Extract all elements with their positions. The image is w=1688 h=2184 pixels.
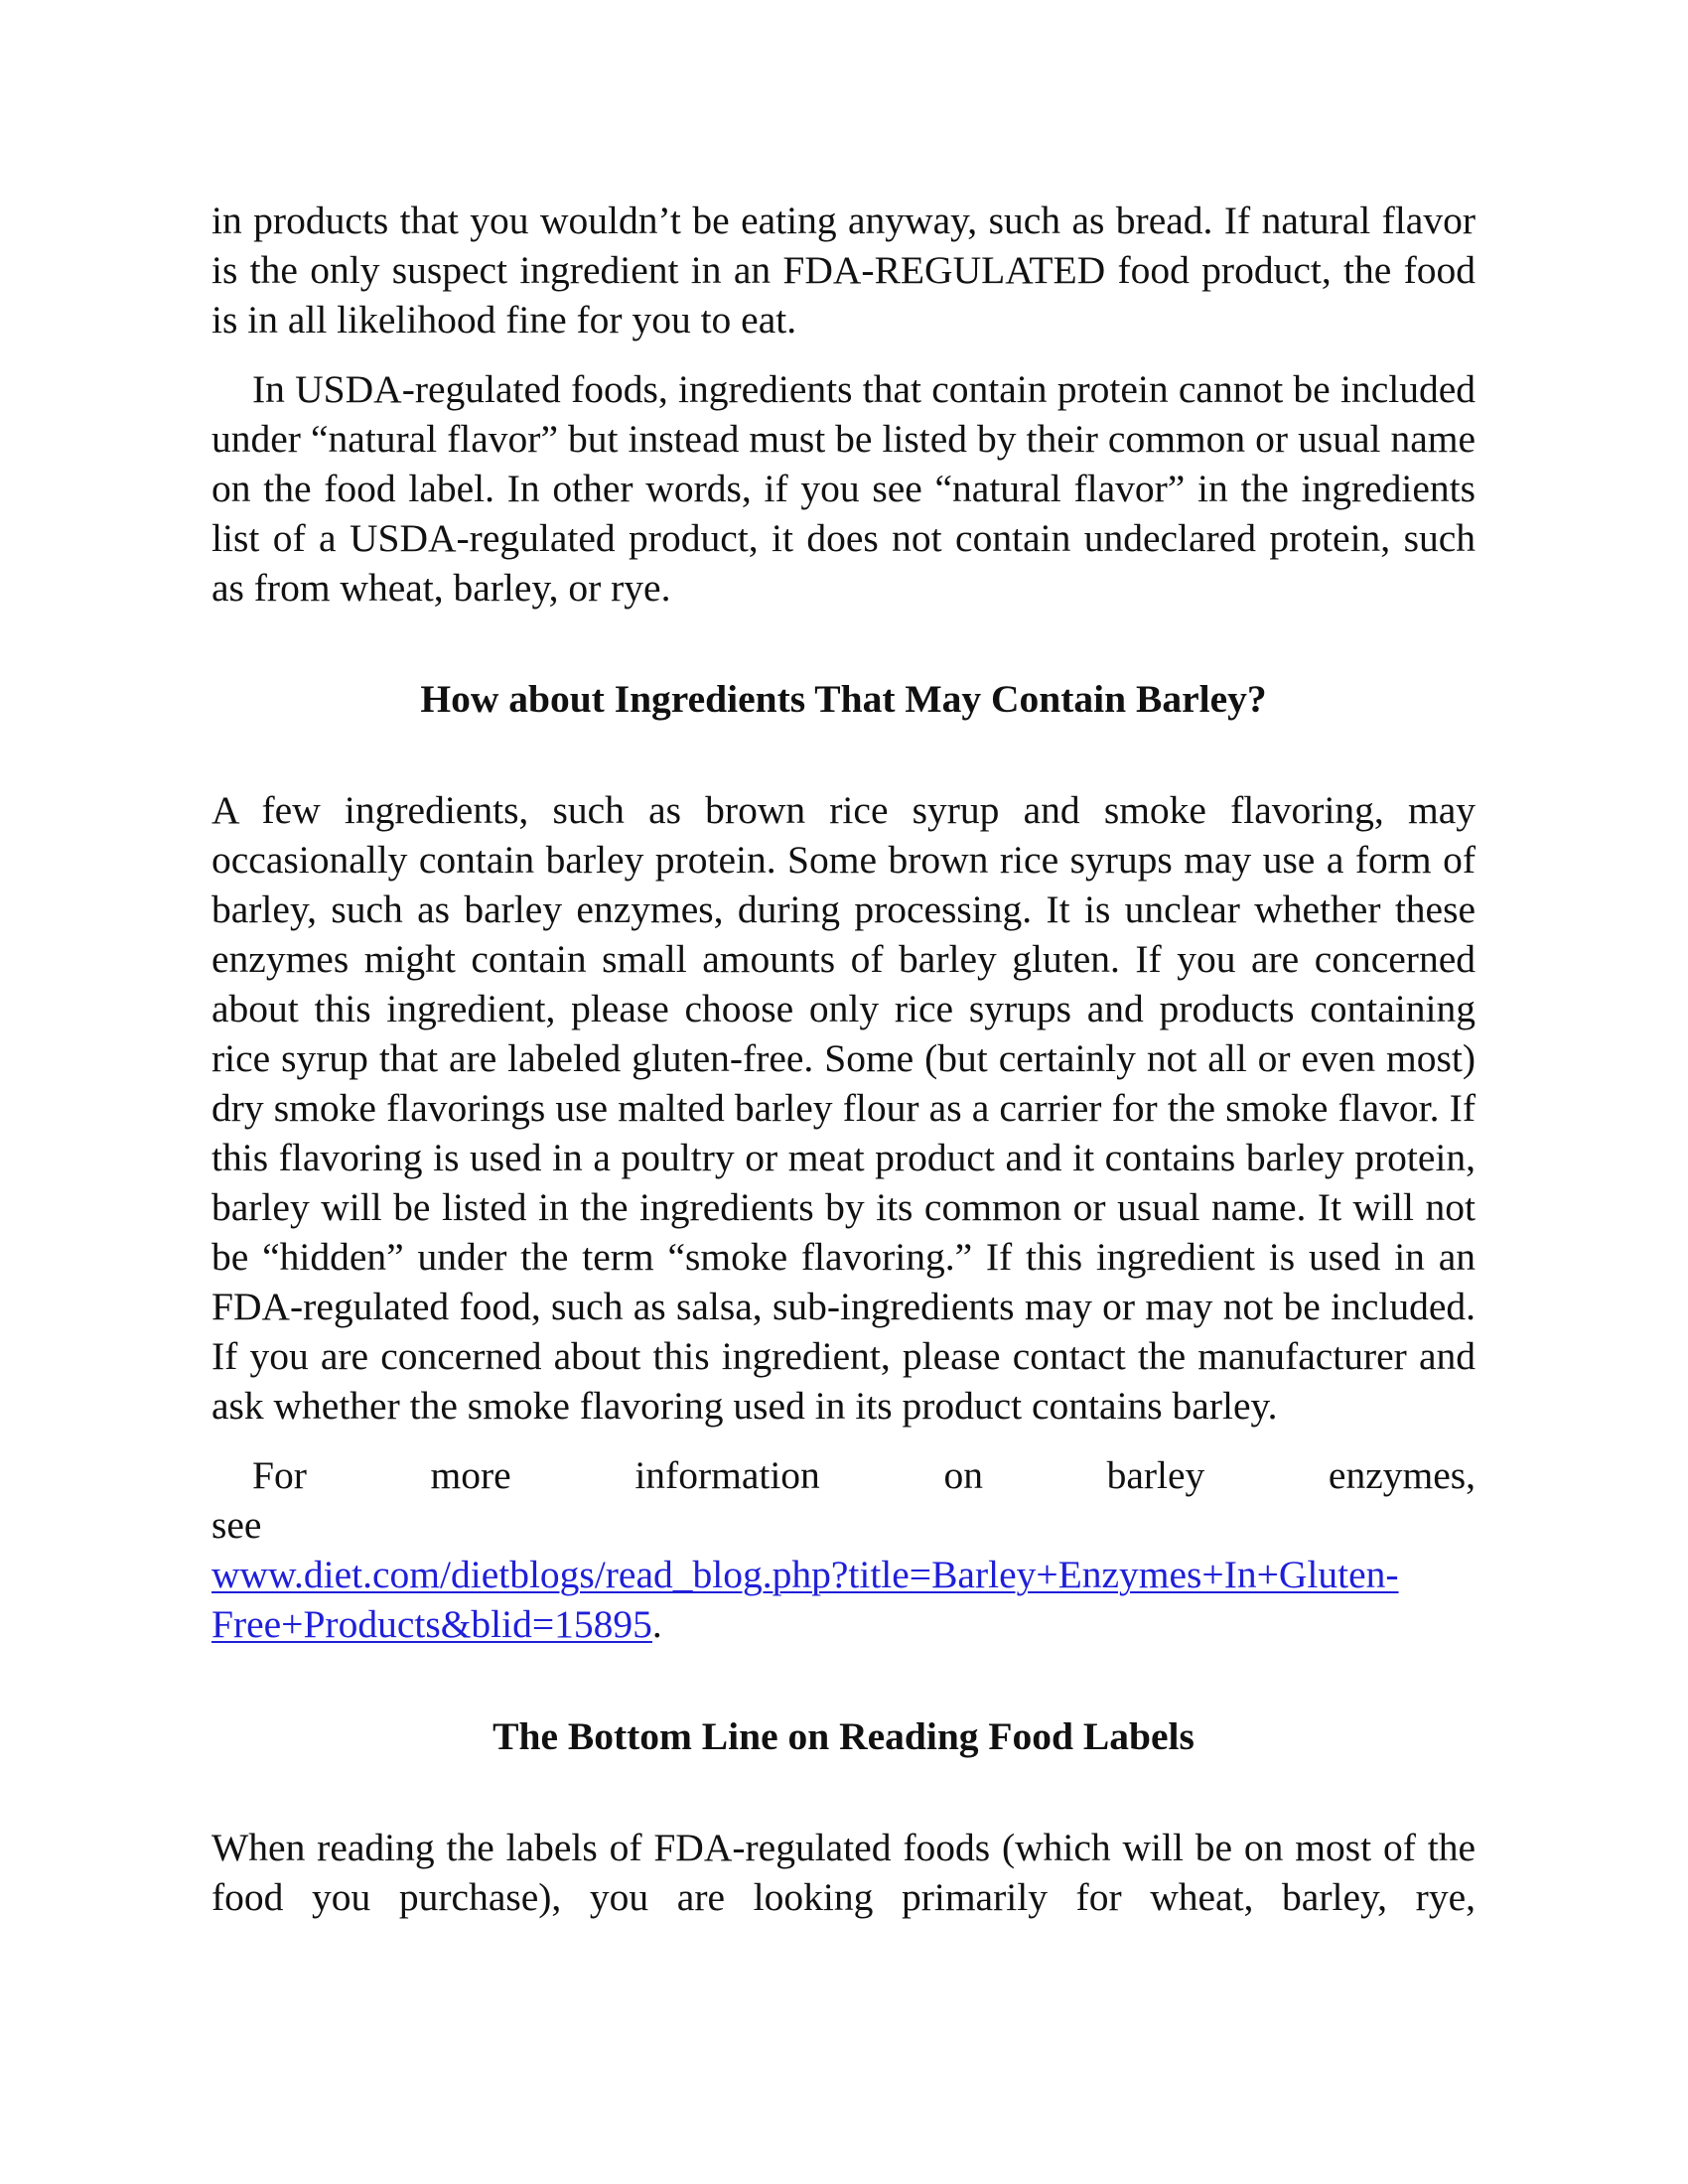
section-heading-bottom-line: The Bottom Line on Reading Food Labels: [492, 1714, 1195, 1758]
paragraph-reading-labels: When reading the labels of FDA-regulated foods (which will be on most of the food you purchase), you are looking primarily for wheat, barley, rye,: [211, 1826, 1476, 1919]
paragraph-barley-ingredients: A few ingredients, such as brown rice syrup and smoke flavoring, may occasionally contain barley protein. Some brown rice syrups may use a form of barley, such as barley enzymes, during processing. It is unclear whether these enzymes might contain small amounts of barley gluten. If you are concerned about this ingredient, please choose only rice syrups and products containing rice syrup that are labeled gluten-free. Some (but certainly not all or even most) dry smoke flavorings use malted barley flour as a carrier for the smoke flavor. If this flavoring is used in a poultry or meat product and it contains barley protein, barley will be listed in the ingredients by its common or usual name. It will not be “hidden” under the term “smoke flavoring.” If this ingredient is used in an FDA-regulated food, such as salsa, sub-ingredients may or may not be included. If you are concerned about this ingredient, please contact the manufacturer and ask whether the smoke flavoring used in its product contains barley.: [211, 788, 1476, 1428]
section-heading-barley: How about Ingredients That May Contain Barley?: [420, 677, 1267, 721]
more-info-period: .: [651, 1602, 662, 1646]
paragraph-usda-regulated: In USDA-regulated foods, ingredients that contain protein cannot be included under “natural flavor” but instead must be listed by their common or usual name on the food label. In other words, if you see “natural flavor” in the ingredients list of a USDA-regulated product, it does not contain undeclared protein, such as from wheat, barley, or rye.: [211, 367, 1476, 610]
more-info-text: For more information on barley enzymes, see: [211, 1453, 1476, 1547]
paragraph-more-info: [211, 1450, 1476, 1649]
barley-enzymes-link[interactable]: www.diet.com/dietblogs/read_blog.php?title=Barley+Enzymes+In+Gluten-Free+Products&blid=15895: [211, 1553, 1399, 1646]
paragraph-natural-flavor: in products that you wouldn’t be eating anyway, such as bread. If natural flavor is the only suspect ingredient in an FDA-REGULATED food product, the food is in all likelihood fine for you to eat.: [211, 199, 1476, 341]
document-page: [211, 196, 1476, 1922]
